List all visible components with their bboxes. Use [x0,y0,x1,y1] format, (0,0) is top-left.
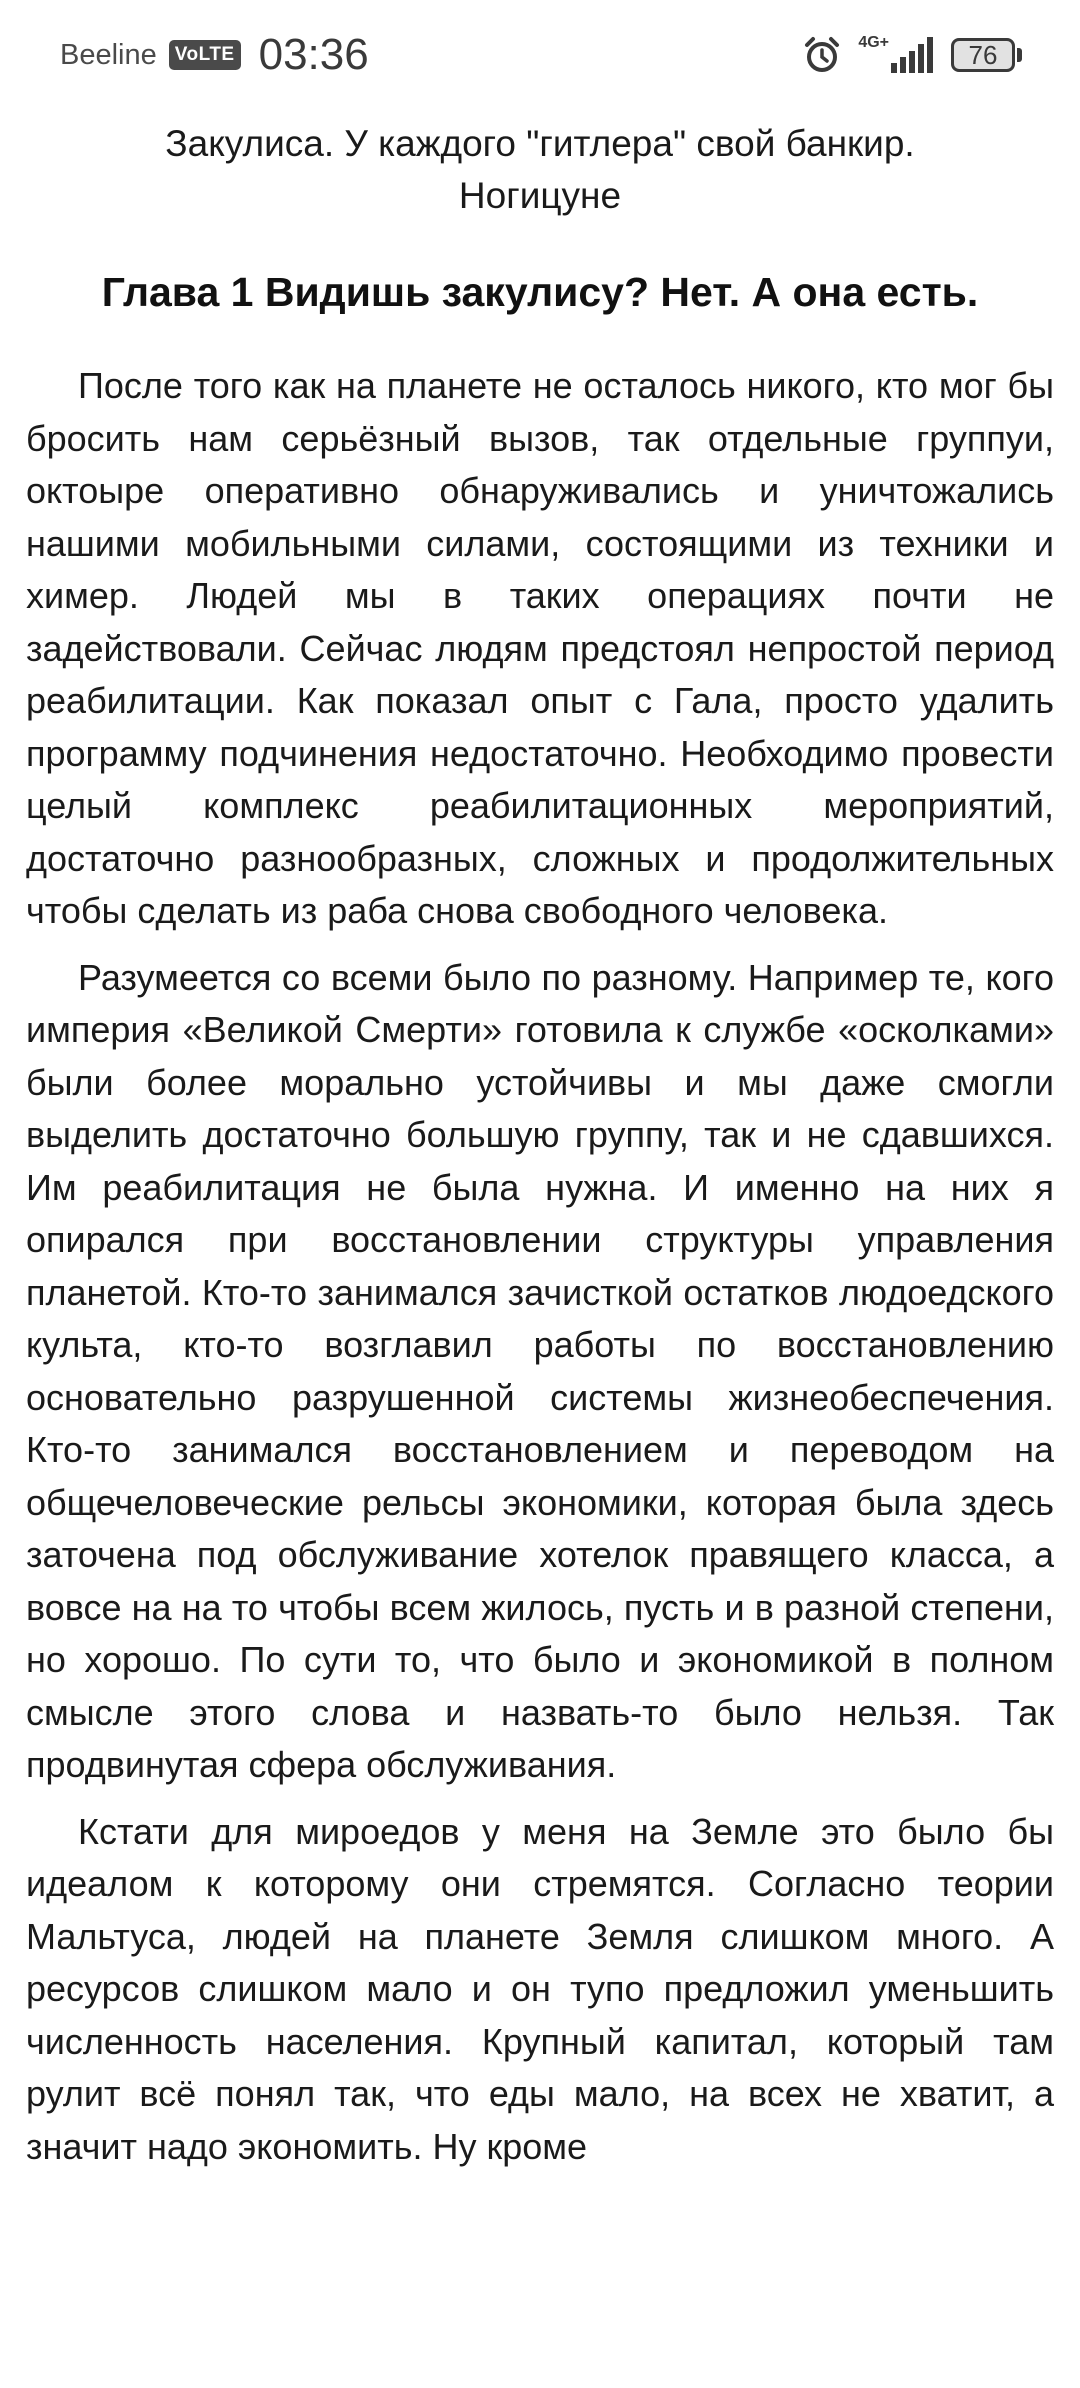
battery-icon [951,38,1022,72]
volte-badge: VoLTE [169,40,241,70]
battery-tip [1017,48,1022,62]
paragraph: После того как на планете не осталось никого, кто мог бы бросить нам серьёзный вызов, так отдельные группуи, октоыре оперативно обнаруживались и уничтожались нашими мобильными силами, состоящими из техники и химер. Людей мы в таких операциях почти не задействовали. Сейчас людям предстоял непростой период реабилитации. Как показал опыт с Гала, просто удалить программу подчинения недостаточно. Необходимо провести целый комплекс реабилитационных мероприятий, достаточно разнообразных, сложных и продолжительных чтобы сделать из раба снова свободного человека. [26,365,1054,931]
book-author: Ногицуне [458,175,622,216]
alarm-icon [802,35,842,75]
status-clock: 03:36 [258,30,369,79]
battery-level: 76 [951,38,1015,72]
reader-content[interactable] [26,118,1054,2187]
book-title [26,118,1054,222]
book-title-line-1: Закулиса. У каждого "гитлера" свой банкир. [165,123,915,164]
signal-icon [891,37,935,73]
network-type-label: 4G+ [858,34,889,51]
paragraph: Разумеется со всеми было по разному. Например те, кого империя «Великой Смерти» готовила к службе «осколками» были более морально устойчивы и мы даже смогли выделить достаточно большую группу, так и не сдавшихся. Им реабилитация не была нужна. И именно на них я опирался при восстановлении структуры управления планетой. Кто-то занимался зачисткой остатков людоедского культа, кто-то возглавил работы по восстановлению основательно разрушенной системы жизнеобеспечения. Кто-то занимался восстановлением и переводом на общечеловеческие рельсы экономики, которая была здесь заточена под обслуживание хотелок правящего класса, а вовсе на на то чтобы всем жилось, пусть и в разной степени, но хорошо. По сути то, что было и экономикой в полном смысле этого слова и назвать-то было нельзя. Так продвинутая сфера обслуживания. [26,956,1054,1785]
status-left-group [60,30,369,80]
paragraph: Кстати для мироедов у меня на Земле это было бы идеалом к которому они стремятся. Согласно теории Мальтуса, людей на планете Земля слишком много. А ресурсов слишком мало и он тупо предложил уменьшить численность населения. Крупный капитал, который там рулит всё понял так, что еды мало, на всех не хватит, а значит надо экономить. Ну кроме [26,1810,1054,2167]
chapter-title: Глава 1 Видишь закулису? Нет. А она есть. [101,269,979,315]
status-right-group [802,35,1022,75]
status-bar [0,0,1080,110]
carrier-name: Beeline [60,38,157,71]
